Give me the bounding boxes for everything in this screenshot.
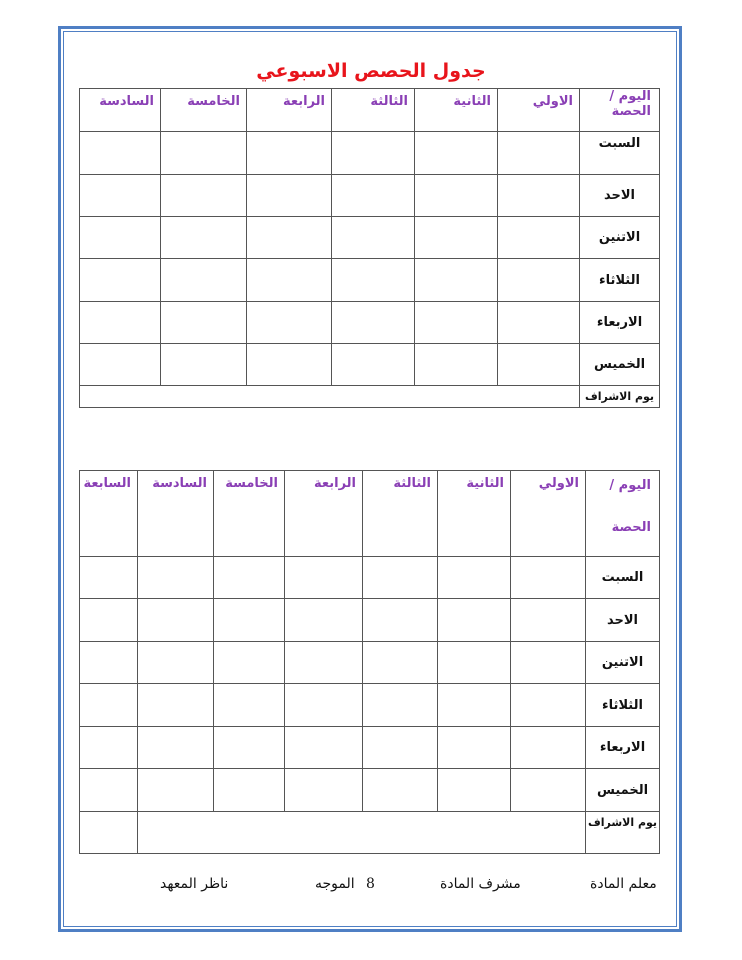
schedule-cell[interactable] — [80, 132, 161, 175]
schedule-cell[interactable] — [511, 727, 586, 769]
schedule-table-6-periods — [79, 88, 660, 408]
day-row — [80, 557, 660, 599]
schedule-cell[interactable] — [138, 557, 214, 599]
supervision-row — [80, 386, 660, 408]
day-label: الاتنين — [586, 642, 660, 684]
day-label: الثلاثاء — [586, 684, 660, 727]
schedule-cell[interactable] — [415, 175, 498, 217]
schedule-cell[interactable] — [332, 132, 415, 175]
schedule-cell[interactable] — [161, 217, 247, 259]
schedule-cell[interactable] — [285, 599, 363, 642]
schedule-cell[interactable] — [438, 642, 511, 684]
corner-line-day: اليوم / — [609, 478, 651, 493]
schedule-cell[interactable] — [80, 344, 161, 386]
header-row — [80, 89, 660, 132]
schedule-cell[interactable] — [161, 259, 247, 302]
schedule-cell[interactable] — [80, 557, 138, 599]
page-title: جدول الحصص الاسبوعي — [256, 60, 486, 82]
day-label: الخميس — [580, 344, 660, 386]
schedule-cell[interactable] — [161, 132, 247, 175]
schedule-cell[interactable] — [214, 727, 285, 769]
day-row — [80, 217, 660, 259]
supervision-cell[interactable] — [80, 386, 580, 408]
period-header: الرابعة — [247, 89, 332, 132]
schedule-cell[interactable] — [285, 642, 363, 684]
period-header: الاولي — [498, 89, 580, 132]
supervision-cell[interactable] — [138, 812, 586, 854]
schedule-cell[interactable] — [498, 217, 580, 259]
schedule-cell[interactable] — [285, 557, 363, 599]
schedule-cell[interactable] — [80, 684, 138, 727]
schedule-cell[interactable] — [247, 217, 332, 259]
schedule-cell[interactable] — [161, 302, 247, 344]
schedule-cell[interactable] — [511, 557, 586, 599]
schedule-cell[interactable] — [511, 599, 586, 642]
day-row — [80, 132, 660, 175]
footer-inspector: الموجه — [315, 876, 355, 892]
schedule-cell[interactable] — [247, 344, 332, 386]
day-label: الاتنين — [580, 217, 660, 259]
corner-line-period: الحصة — [611, 104, 651, 119]
period-header: الاولي — [511, 471, 586, 557]
corner-cell — [586, 471, 660, 557]
day-row — [80, 599, 660, 642]
day-label: الاحد — [586, 599, 660, 642]
day-row — [80, 642, 660, 684]
footer-teacher: معلم المادة — [590, 876, 657, 892]
schedule-cell[interactable] — [415, 132, 498, 175]
schedule-cell[interactable] — [438, 727, 511, 769]
schedule-cell[interactable] — [247, 259, 332, 302]
schedule-cell[interactable] — [332, 259, 415, 302]
schedule-cell[interactable] — [363, 599, 438, 642]
corner-line-period: الحصة — [611, 520, 651, 535]
schedule-cell[interactable] — [415, 344, 498, 386]
period-header: الثانية — [438, 471, 511, 557]
schedule-cell[interactable] — [214, 684, 285, 727]
schedule-cell[interactable] — [438, 557, 511, 599]
schedule-cell[interactable] — [511, 684, 586, 727]
schedule-cell[interactable] — [80, 642, 138, 684]
period-header: السادسة — [138, 471, 214, 557]
corner-line-day: اليوم / — [609, 89, 651, 104]
schedule-cell[interactable] — [138, 599, 214, 642]
day-label: الثلاثاء — [580, 259, 660, 302]
schedule-cell[interactable] — [332, 175, 415, 217]
schedule-cell[interactable] — [161, 344, 247, 386]
schedule-cell[interactable] — [438, 684, 511, 727]
schedule-cell[interactable] — [498, 132, 580, 175]
schedule-cell[interactable] — [415, 217, 498, 259]
schedule-cell[interactable] — [80, 599, 138, 642]
schedule-table-7-periods — [79, 470, 660, 854]
day-row — [80, 727, 660, 769]
schedule-cell[interactable] — [80, 175, 161, 217]
schedule-cell[interactable] — [332, 217, 415, 259]
schedule-cell[interactable] — [498, 344, 580, 386]
period-header: الرابعة — [285, 471, 363, 557]
day-row — [80, 344, 660, 386]
day-label: السبت — [586, 557, 660, 599]
day-label: السبت — [580, 132, 660, 175]
period-header: السادسة — [80, 89, 161, 132]
day-label: الاحد — [580, 175, 660, 217]
schedule-cell[interactable] — [511, 769, 586, 812]
schedule-cell[interactable] — [214, 769, 285, 812]
day-row — [80, 175, 660, 217]
day-label: الخميس — [586, 769, 660, 812]
day-row — [80, 769, 660, 812]
footer-principal: ناظر المعهد — [160, 876, 229, 892]
schedule-cell[interactable] — [285, 727, 363, 769]
schedule-cell[interactable] — [415, 302, 498, 344]
schedule-cell[interactable] — [415, 259, 498, 302]
supervision-row — [80, 812, 660, 854]
corner-cell — [580, 89, 660, 132]
day-label: الاربعاء — [580, 302, 660, 344]
schedule-cell[interactable] — [138, 727, 214, 769]
schedule-cell[interactable] — [247, 175, 332, 217]
schedule-cell[interactable] — [80, 769, 138, 812]
schedule-cell[interactable] — [363, 642, 438, 684]
day-row — [80, 302, 660, 344]
schedule-cell[interactable] — [363, 557, 438, 599]
schedule-cell[interactable] — [138, 684, 214, 727]
schedule-cell[interactable] — [511, 642, 586, 684]
footer-number: 8 — [366, 876, 375, 892]
schedule-cell[interactable] — [161, 175, 247, 217]
schedule-cell[interactable] — [80, 302, 161, 344]
schedule-cell[interactable] — [138, 769, 214, 812]
period-header: الثانية — [415, 89, 498, 132]
period-header: السابعة — [80, 471, 138, 557]
schedule-cell[interactable] — [363, 684, 438, 727]
schedule-cell[interactable] — [285, 769, 363, 812]
schedule-cell[interactable] — [498, 302, 580, 344]
supervision-label: يوم الاشراف — [586, 812, 660, 854]
schedule-cell[interactable] — [214, 557, 285, 599]
schedule-cell[interactable] — [138, 642, 214, 684]
schedule-cell[interactable] — [438, 599, 511, 642]
schedule-cell[interactable] — [498, 175, 580, 217]
supervision-extra-cell[interactable] — [80, 812, 138, 854]
schedule-cell[interactable] — [80, 217, 161, 259]
schedule-cell[interactable] — [363, 727, 438, 769]
schedule-cell[interactable] — [247, 132, 332, 175]
day-row — [80, 684, 660, 727]
schedule-cell[interactable] — [214, 599, 285, 642]
schedule-cell[interactable] — [214, 642, 285, 684]
period-header: الثالثة — [332, 89, 415, 132]
footer-subject-supervisor: مشرف المادة — [440, 876, 521, 892]
schedule-cell[interactable] — [332, 344, 415, 386]
schedule-cell[interactable] — [332, 302, 415, 344]
day-row — [80, 259, 660, 302]
header-row — [80, 471, 660, 557]
schedule-cell[interactable] — [285, 684, 363, 727]
schedule-cell[interactable] — [363, 769, 438, 812]
supervision-label: يوم الاشراف — [580, 386, 660, 408]
schedule-cell[interactable] — [80, 727, 138, 769]
schedule-cell[interactable] — [438, 769, 511, 812]
schedule-cell[interactable] — [80, 259, 161, 302]
period-header: الثالثة — [363, 471, 438, 557]
day-label: الاربعاء — [586, 727, 660, 769]
period-header: الخامسة — [214, 471, 285, 557]
schedule-cell[interactable] — [498, 259, 580, 302]
schedule-cell[interactable] — [247, 302, 332, 344]
period-header: الخامسة — [161, 89, 247, 132]
